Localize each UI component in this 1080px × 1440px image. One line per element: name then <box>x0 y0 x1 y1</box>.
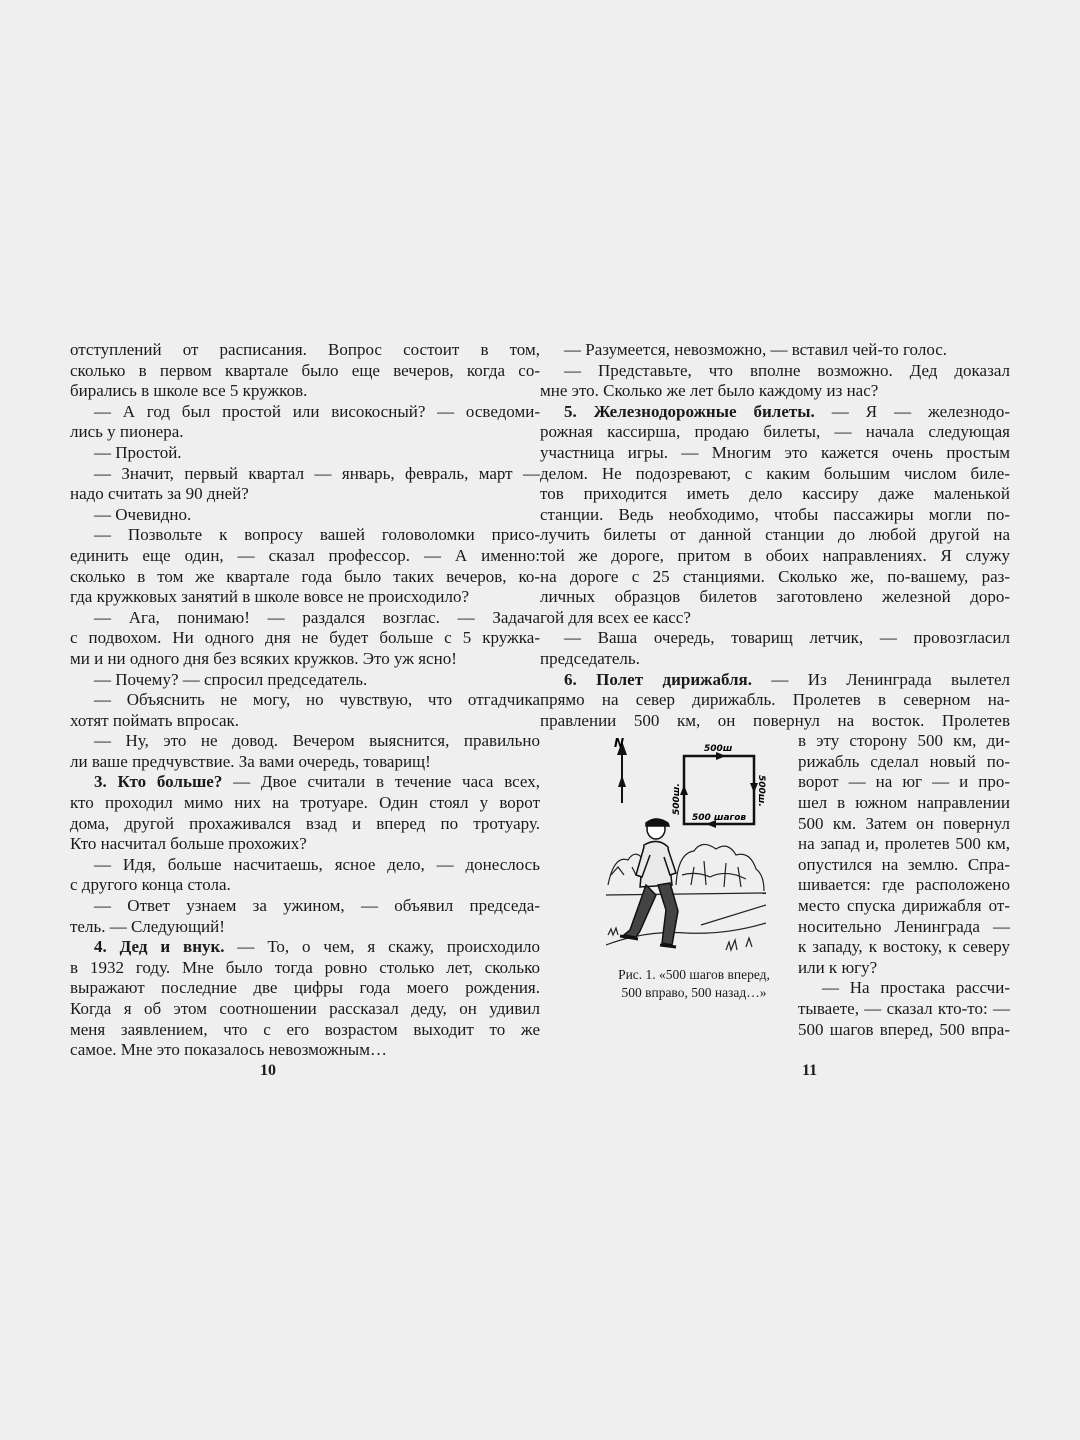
text-line: к западу, к востоку, к северу <box>798 937 1010 957</box>
text-line: — Очевидно. <box>94 504 192 524</box>
text-line: бирались в школе все 5 кружков. <box>70 381 308 401</box>
text-line: той же дороге, притом в обоих направлениях. Я служу <box>540 545 1010 565</box>
figure-caption <box>594 966 794 1002</box>
text-line: надо считать за 90 дней? <box>70 484 249 504</box>
north-arrow-icon <box>617 741 627 803</box>
text-line: 6. Полет дирижабля. — Из Ленинграда вылетел <box>564 669 1010 689</box>
figure-1 <box>606 735 784 1002</box>
text-line: тываете, — сказал кто-то: — <box>798 999 1010 1018</box>
text-line: 500 шагов вперед, 500 впра- <box>798 1019 1010 1039</box>
text-line: отступлений от расписания. Вопрос состоит в том, <box>70 340 540 359</box>
text-line: тов приходится иметь дело кассиру даже маленькой <box>540 484 1010 504</box>
text-line: хотят поймать впросак. <box>70 710 240 730</box>
text-line: 4. Дед и внук. — То, о чем, я скажу, происходило <box>94 937 541 957</box>
text-line: Кто насчитал больше прохожих? <box>70 834 307 854</box>
text-line: носительно Ленинграда — <box>798 916 1010 936</box>
text-line: опустился на землю. Спра- <box>798 854 1010 874</box>
ground <box>606 893 766 950</box>
text-line: — Значит, первый квартал — январь, февраль, март — <box>94 463 540 483</box>
label-top: 500ш <box>704 744 733 755</box>
right-page-wrapped-text <box>798 731 1010 1040</box>
text-line: лучить билеты от данной станции до любой другой на <box>540 525 1010 545</box>
text-line: — Представьте, что вполне возможно. Дед доказал <box>564 360 1010 380</box>
text-line: с подвохом. Ни одного дня не будет больше с 5 кружка- <box>70 628 540 648</box>
text-line: прямо на север дирижабль. Пролетев в северном на- <box>540 690 1010 710</box>
text-line: мне это. Сколько же лет было каждому из нас? <box>540 381 879 401</box>
text-line: на запад и, пролетев 500 км, <box>798 834 1010 854</box>
text-line: самое. Мне это показалось невозможным… <box>70 1040 387 1060</box>
text-line: правлении 500 км, он повернул на восток. Пролетев <box>540 710 1010 730</box>
text-line: единить еще один, — сказал профессор. — А именно: <box>70 545 540 565</box>
page-number-right: 11 <box>802 1062 818 1079</box>
text-line: председатель. <box>540 648 640 668</box>
text-line: гда кружковых занятий в школе вовсе не происходило? <box>70 587 470 607</box>
label-bottom: 500 шагов <box>692 813 747 824</box>
text-line: место спуска дирижабля от- <box>798 896 1010 916</box>
text-line: — Ваша очередь, товарищ летчик, — провозгласил <box>564 628 1010 648</box>
text-line: Когда я об этом соотношении рассказал деду, он удивил <box>70 999 540 1018</box>
right-page <box>540 340 1010 1100</box>
label-right: 500ш. <box>756 775 766 808</box>
text-line: сколько в том же квартале года было таких вечеров, ко- <box>70 566 540 586</box>
text-line: меня заявлением, что с его возрастом выходит то же <box>70 1019 540 1039</box>
text-line: рожная кассирша, продаю билеты, — начала следующая <box>540 422 1010 442</box>
text-line: тель. — Следующий! <box>70 916 225 936</box>
figure-wrap-area <box>540 731 1010 1061</box>
text-line: — Идя, больше насчитаешь, ясное дело, — донеслось <box>94 854 540 874</box>
text-line: 500 км. Затем он повернул <box>798 813 1010 833</box>
caption-line-1: Рис. 1. «500 шагов вперед, <box>618 967 770 983</box>
text-line: — Позвольте к вопросу вашей головоломки присо- <box>94 525 540 545</box>
text-line: участница игры. — Многим это кажется очень простым <box>540 442 1010 462</box>
walking-man-illustration <box>606 735 766 960</box>
text-line: — А год был простой или високосный? — осведоми- <box>94 401 540 421</box>
left-page-text <box>70 340 540 1061</box>
text-line: — Почему? — спросил председатель. <box>94 669 368 689</box>
text-line: станции. Ведь необходимо, чтобы пассажиры могли по- <box>540 504 1010 524</box>
text-line: делом. Не подозревают, с каким большим числом биле- <box>540 463 1010 483</box>
right-page-text-top <box>540 340 1010 731</box>
text-line: личных образцов билетов заготовлено железной доро- <box>540 587 1010 607</box>
walking-man <box>620 819 678 947</box>
text-line: — Ну, это не довод. Вечером выяснится, правильно <box>94 731 540 751</box>
caption-line-2: 500 вправо, 500 назад…» <box>621 985 767 1001</box>
left-page <box>70 340 540 1100</box>
north-label: N <box>614 736 625 751</box>
text-line: с другого конца стола. <box>70 875 231 895</box>
text-line: — Простой. <box>94 442 182 462</box>
label-left: 500ш. <box>672 783 682 816</box>
trees-background <box>608 845 764 892</box>
text-line: сколько в первом квартале было еще вечеров, когда со- <box>70 360 540 380</box>
text-line: шел в южном направлении <box>798 793 1010 813</box>
text-line: кто проходил мимо них на тротуаре. Один стоял у ворот <box>70 793 540 813</box>
text-line: рижабль сделал новый по- <box>798 751 1010 771</box>
text-line: шивается: где расположено <box>798 875 1010 895</box>
text-line: ми и ни одного дня без всяких кружков. Это уж ясно! <box>70 648 457 668</box>
text-line: лись у пионера. <box>70 422 184 442</box>
page-number-left: 10 <box>260 1062 276 1079</box>
text-line: — Объяснить не могу, но чувствую, что отгадчика <box>94 690 540 710</box>
text-line: 5. Железнодорожные билеты. — Я — железнодо- <box>564 401 1010 421</box>
text-line: 3. Кто больше? — Двое считали в течение часа всех, <box>94 772 540 792</box>
text-line: — На простака рассчи- <box>822 978 1010 998</box>
text-line: в эту сторону 500 км, ди- <box>798 731 1010 751</box>
text-line: в 1932 году. Мне было тогда ровно столько лет, сколько <box>70 957 540 977</box>
text-line: — Ответ узнаем за ужином, — объявил председа- <box>94 896 540 916</box>
text-line: выражают последние две цифры года моего рождения. <box>70 978 540 998</box>
text-line: — Ага, понимаю! — раздался возглас. — Задача <box>94 607 540 627</box>
text-line: гой для всех ее касс? <box>540 607 691 627</box>
text-line: или к югу? <box>798 957 878 977</box>
text-line: дома, другой прохаживался взад и вперед по тротуару. <box>70 813 540 833</box>
text-line: ворот — на юг — и про- <box>798 772 1010 792</box>
text-line: — Разумеется, невозможно, — вставил чей-то голос. <box>564 340 948 359</box>
text-line: на дороге с 25 станциями. Сколько же, по-вашему, раз- <box>540 566 1010 586</box>
text-line: ли ваше предчувствие. За вами очередь, товарищ! <box>70 751 431 771</box>
